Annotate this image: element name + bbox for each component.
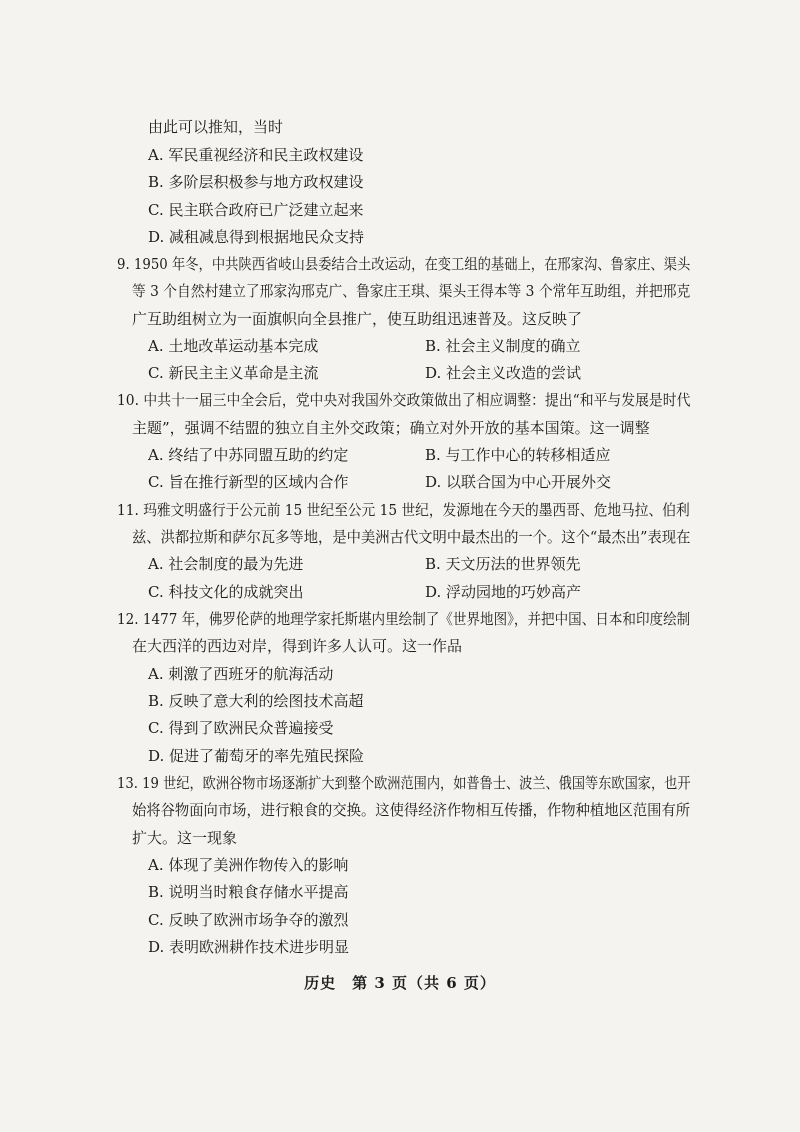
question-8-option-d: D. 减租减息得到根据地民众支持 (148, 228, 365, 246)
question-11-option-c: C. 科技文化的成就突出 (148, 583, 304, 601)
question-12-option-d: D. 促进了葡萄牙的率先殖民探险 (148, 747, 365, 765)
question-9-stem-line-1: 9. 1950 年冬，中共陕西省岐山县委结合土改运动，在变工组的基础上，在邢家沟、鲁家庄、渠头 (117, 255, 691, 273)
question-10-option-a: A. 终结了中苏同盟互助的约定 (148, 446, 349, 464)
question-12-option-c: C. 得到了欧洲民众普遍接受 (148, 719, 334, 737)
question-13-option-c: C. 反映了欧洲市场争夺的激烈 (148, 911, 349, 929)
question-12-option-b: B. 反映了意大利的绘图技术高超 (148, 692, 364, 710)
question-8-option-b: B. 多阶层积极参与地方政权建设 (148, 173, 364, 191)
question-8-option-c: C. 民主联合政府已广泛建立起来 (148, 201, 364, 219)
question-10-option-c: C. 旨在推行新型的区域内合作 (148, 473, 349, 491)
question-11-option-a: A. 社会制度的最为先进 (148, 555, 304, 573)
question-13-stem-line-1: 13. 19 世纪，欧洲谷物市场逐渐扩大到整个欧洲范围内，如普鲁士、波兰、俄国等东欧国家，也开 (117, 774, 691, 792)
question-10-option-d: D. 以联合国为中心开展外交 (425, 473, 612, 491)
question-11-stem-line-1: 11. 玛雅文明盛行于公元前 15 世纪至公元 15 世纪，发源地在今天的墨西哥、危地马拉、伯利 (117, 501, 690, 519)
question-12-option-a: A. 刺激了西班牙的航海活动 (148, 665, 334, 683)
question-12-stem-line-1: 12. 1477 年，佛罗伦萨的地理学家托斯堪内里绘制了《世界地图》，并把中国、日本和印度绘制 (117, 610, 691, 628)
question-13-option-b: B. 说明当时粮食存储水平提高 (148, 883, 349, 901)
question-10-option-b: B. 与工作中心的转移相适应 (425, 446, 611, 464)
question-11-option-b: B. 天文历法的世界领先 (425, 555, 581, 573)
question-9-option-b: B. 社会主义制度的确立 (425, 337, 581, 355)
question-13-stem-line-2: 始将谷物面向市场，进行粮食的交换。这使得经济作物相互传播，作物种植地区范围有所 (132, 801, 691, 819)
page-footer: 历史 第 3 页（共 6 页） (304, 974, 496, 992)
question-9-stem-line-2: 等 3 个自然村建立了邢家沟邢克广、鲁家庄王琪、渠头王得本等 3 个常年互助组，并把邢克 (132, 282, 691, 300)
question-9-option-d: D. 社会主义改造的尝试 (425, 364, 582, 382)
question-10-stem-line-2: 主题”，强调不结盟的独立自主外交政策；确立对外开放的基本国策。这一调整 (132, 419, 650, 437)
question-9-stem-line-3: 广互助组树立为一面旗帜向全县推广，使互助组迅速普及。这反映了 (132, 310, 583, 328)
question-8-stem-tail: 由此可以推知，当时 (148, 118, 284, 136)
question-12-stem-line-2: 在大西洋的西边对岸，得到许多人认可。这一作品 (132, 637, 463, 655)
question-11-stem-line-2: 兹、洪都拉斯和萨尔瓦多等地，是中美洲古代文明中最杰出的一个。这个“最杰出”表现在 (132, 528, 691, 546)
question-13-option-d: D. 表明欧洲耕作技术进步明显 (148, 938, 350, 956)
question-8-option-a: A. 军民重视经济和民主政权建设 (148, 146, 364, 164)
question-10-stem-line-1: 10. 中共十一届三中全会后，党中央对我国外交政策做出了相应调整：提出“和平与发展是时代 (117, 391, 691, 409)
question-11-option-d: D. 浮动园地的巧妙高产 (425, 583, 582, 601)
question-13-option-a: A. 体现了美洲作物传入的影响 (148, 856, 349, 874)
question-13-stem-line-3: 扩大。这一现象 (132, 829, 238, 847)
question-9-option-c: C. 新民主主义革命是主流 (148, 364, 319, 382)
question-9-option-a: A. 土地改革运动基本完成 (148, 337, 319, 355)
